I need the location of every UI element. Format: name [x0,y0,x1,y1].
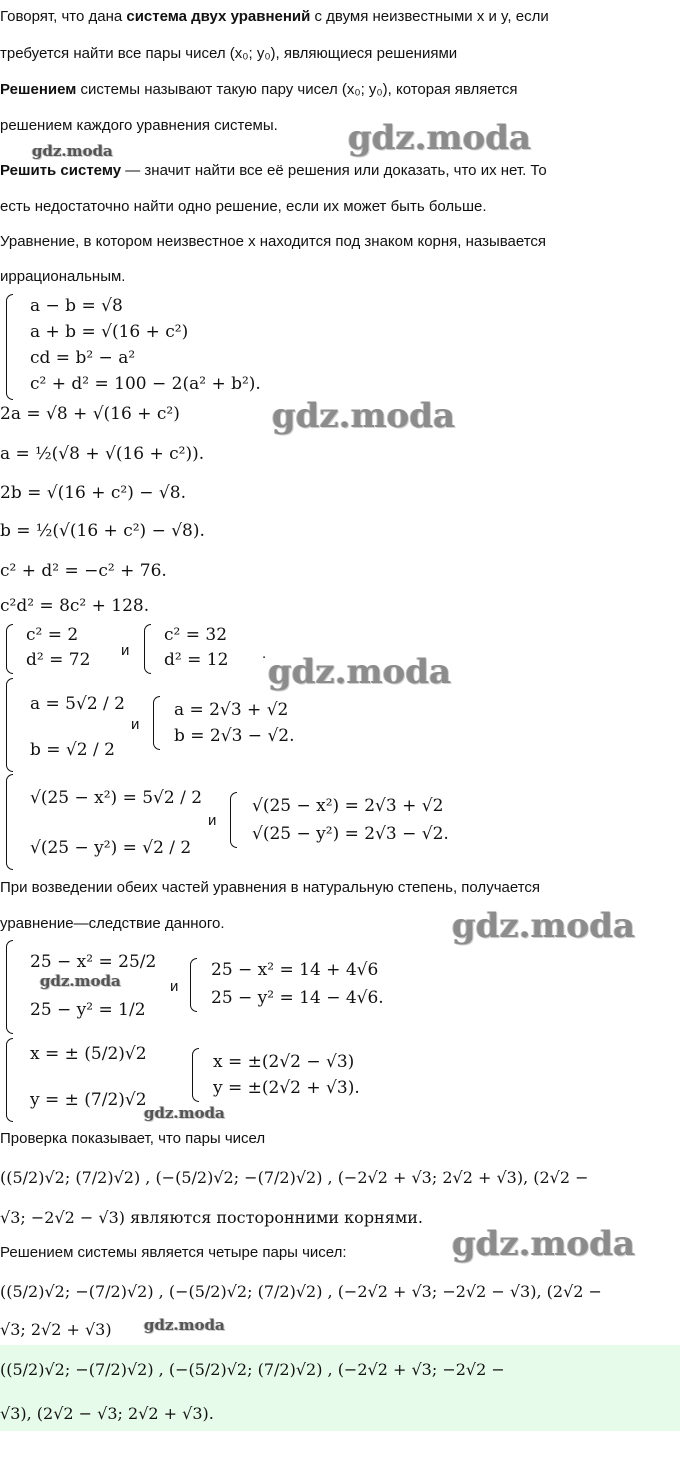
watermark-logo-small: gdz.moda [144,1104,225,1122]
intro-line-3 [0,81,518,99]
intro-text: системы называют такую пару чисел (x₀; y₀), которая является [76,81,518,98]
solution-pairs-cont: √3; 2√2 + √3) [0,1320,112,1339]
stray-dot: . [262,645,267,662]
intro-text: — значит найти все её решения или доказать, что их нет. То [121,162,547,179]
intro-line-5 [0,162,547,180]
derivation-eq-2: a = ½(√8 + √(16 + c²)). [0,444,205,464]
note-line-2: уравнение—следствие данного. [0,915,225,932]
watermark-logo: gdz.moda [272,396,456,436]
check-pairs: ((5/2)√2; (7/2)√2) , (−(5/2)√2; −(7/2)√2) , (−2√2 + √3; 2√2 + √3), (2√2 − [0,1168,589,1187]
system3-right-2: b = 2√3 − √2. [174,726,295,746]
system1-eq-3: cd = b² − a² [30,348,136,368]
system-brace [6,624,13,674]
intro-bold-term: Решить систему [0,162,122,179]
system2-right-2: d² = 12 [164,650,229,670]
system-brace [192,1048,199,1102]
answer-line-2: √3), (2√2 − √3; 2√2 + √3). [0,1404,214,1423]
conjunction-and: и [121,642,130,659]
watermark-logo-small: gdz.moda [32,142,113,160]
system-brace [6,294,13,400]
check-pairs-cont: √3; −2√2 − √3) являются посторонними корнями. [0,1208,424,1227]
system4-right-2: √(25 − y²) = 2√3 − √2. [252,824,449,844]
solution-pairs: ((5/2)√2; −(7/2)√2) , (−(5/2)√2; (7/2)√2) , (−2√2 + √3; −2√2 − √3), (2√2 − [0,1282,602,1301]
watermark-logo: gdz.moda [452,906,636,946]
derivation-eq-6: c²d² = 8c² + 128. [0,596,150,616]
check-line-1: Проверка показывает, что пары чисел [0,1130,266,1147]
system-brace [230,792,237,848]
system3-right-1: a = 2√3 + √2 [174,700,289,720]
conjunction-and: и [208,812,217,829]
system3-left-1: a = 5√2 / 2 [30,694,126,714]
watermark-logo-small: gdz.moda [144,1316,225,1334]
intro-line-4: решением каждого уравнения системы. [0,117,278,134]
intro-line-8: иррациональным. [0,268,126,285]
system6-right-2: y = ±(2√2 + √3). [213,1078,360,1098]
system-brace [6,774,13,870]
system5-right-2: 25 − y² = 14 − 4√6. [211,988,384,1008]
system4-right-1: √(25 − x²) = 2√3 + √2 [252,796,444,816]
intro-bold-term: система двух уравнений [126,8,311,25]
watermark-logo: gdz.moda [452,1224,636,1264]
intro-line-6: есть недостаточно найти одно решение, если их может быть больше. [0,198,487,215]
intro-text: Говорят, что дана [0,8,127,25]
intro-line-2: требуется найти все пары чисел (x₀; y₀), являющиеся решениями [0,45,458,62]
system6-left-1: x = ± (5/2)√2 [30,1044,147,1064]
system-brace [144,624,151,674]
system-brace [190,958,197,1012]
answer-line-1: ((5/2)√2; −(7/2)√2) , (−(5/2)√2; (7/2)√2) , (−2√2 + √3; −2√2 − [0,1360,505,1379]
derivation-eq-5: c² + d² = −c² + 76. [0,561,167,581]
system1-eq-2: a + b = √(16 + c²) [30,322,189,342]
derivation-eq-1: 2a = √8 + √(16 + c²) [0,404,180,424]
solution-line-1: Решением системы является четыре пары чисел: [0,1244,347,1261]
intro-text: с двумя неизвестными x и y, если [310,8,549,25]
system1-eq-4: c² + d² = 100 − 2(a² + b²). [30,374,261,394]
watermark-logo: gdz.moda [348,118,532,158]
derivation-eq-3: 2b = √(16 + c²) − √8. [0,483,186,503]
system-brace [153,696,160,750]
intro-line-1 [0,8,549,26]
derivation-eq-4: b = ½(√(16 + c²) − √8). [0,521,205,541]
system-brace [6,940,13,1034]
intro-bold-term: Решением [0,81,77,98]
watermark-logo-small: gdz.moda [40,972,121,990]
intro-line-7: Уравнение, в котором неизвестное x находится под знаком корня, называется [0,233,547,250]
conjunction-and: и [170,978,179,995]
system-brace [6,1038,13,1122]
system5-right-1: 25 − x² = 14 + 4√6 [211,960,379,980]
conjunction-and: и [131,716,140,733]
system-brace [6,678,13,772]
system2-left-1: c² = 2 [26,625,79,645]
watermark-logo: gdz.moda [268,652,452,692]
system6-left-2: y = ± (7/2)√2 [30,1090,147,1110]
system1-eq-1: a − b = √8 [30,296,123,316]
system2-left-2: d² = 72 [26,650,91,670]
note-line-1: При возведении обеих частей уравнения в натуральную степень, получается [0,879,541,896]
system4-left-2: √(25 − y²) = √2 / 2 [30,838,192,858]
system3-left-2: b = √2 / 2 [30,740,115,760]
system5-left-1: 25 − x² = 25/2 [30,952,157,972]
system2-right-1: c² = 32 [164,625,228,645]
system5-left-2: 25 − y² = 1/2 [30,1000,146,1020]
system6-right-1: x = ±(2√2 − √3) [213,1052,355,1072]
system4-left-1: √(25 − x²) = 5√2 / 2 [30,788,203,808]
